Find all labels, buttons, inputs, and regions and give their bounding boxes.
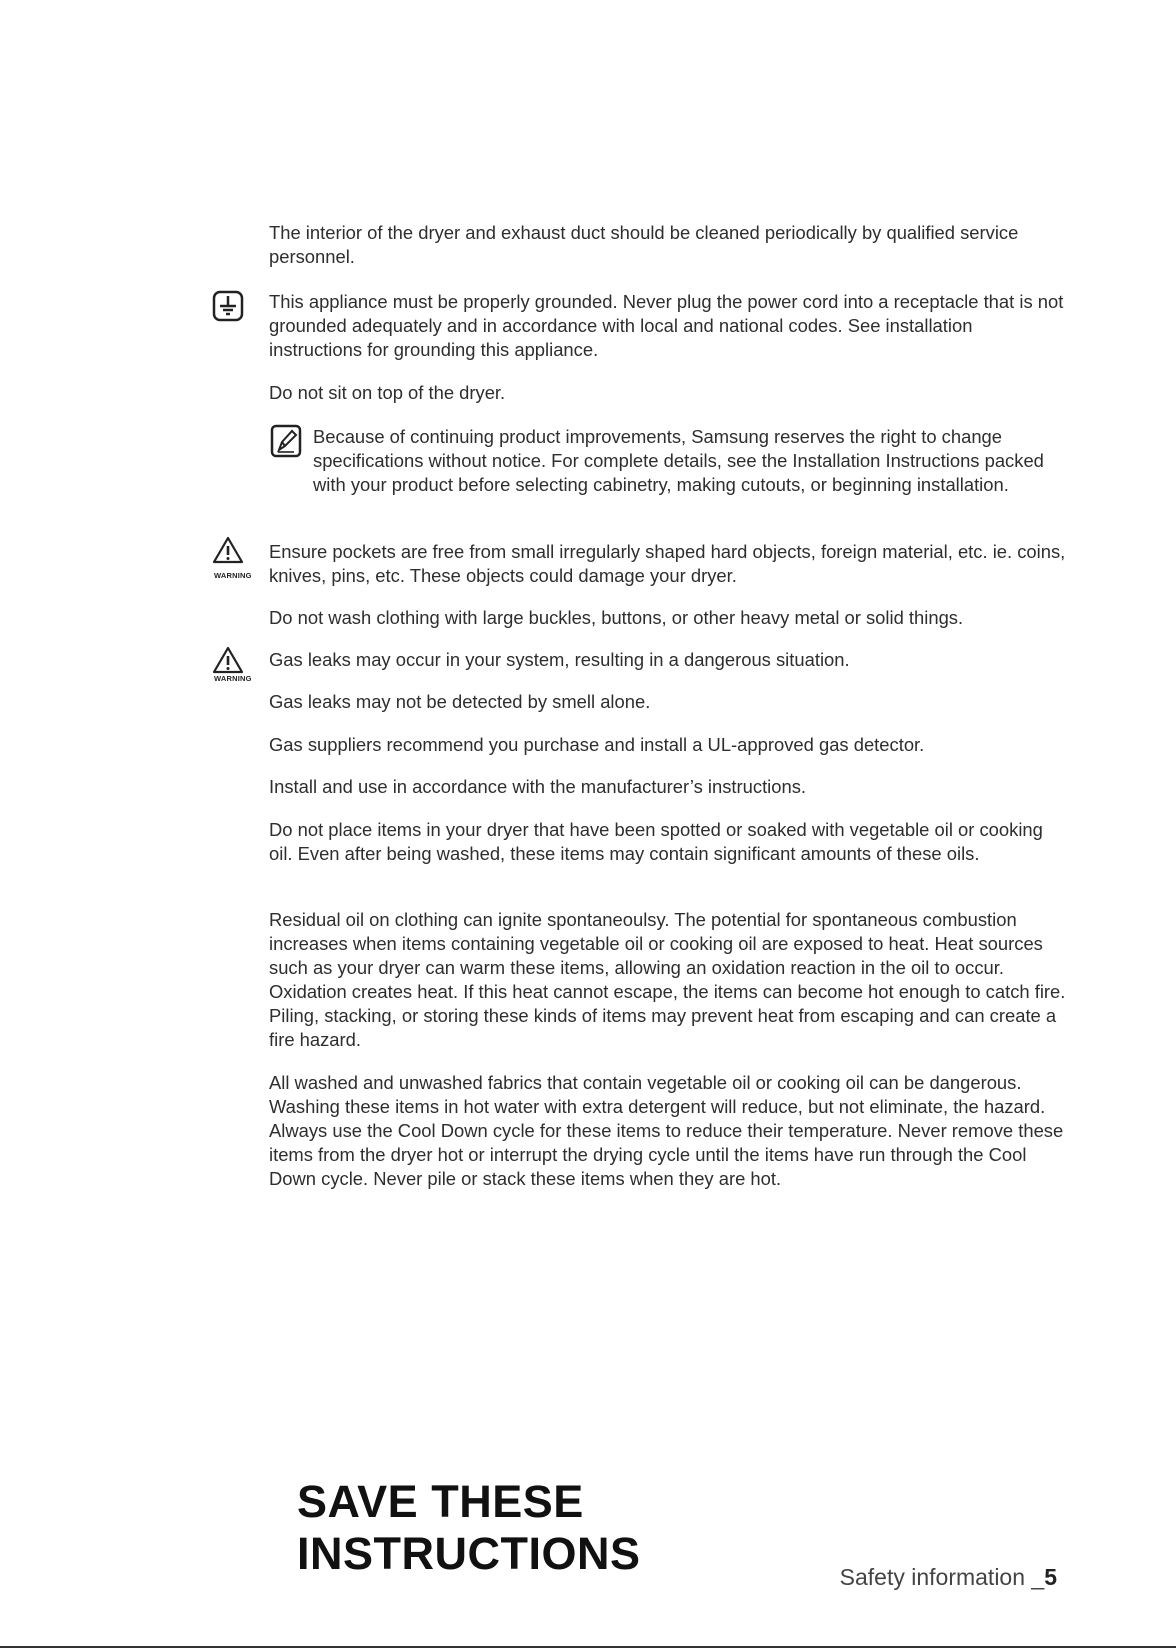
save-instructions-heading: SAVE THESE INSTRUCTIONS [297,1476,641,1579]
paragraph-note-improvements: Because of continuing product improvements, Samsung reserves the right to change specifications without notice. For complete details, see the Installation Instructions packed with your product before selecting cabinetry, making cutouts, or beginning installation. [313,426,1044,495]
ground-icon [212,290,244,324]
paragraph-install-use: Install and use in accordance with the manufacturer’s instructions. [269,776,807,797]
paragraph-gas-leaks: Gas leaks may occur in your system, resulting in a dangerous situation. [269,649,850,670]
paragraph-duct-cleaning: The interior of the dryer and exhaust duct should be cleaned periodically by qualified service personnel. [269,222,1019,267]
warning-icon [212,646,244,674]
page-footer [840,1564,1057,1591]
paragraph-oil-items: Do not place items in your dryer that have been spotted or soaked with vegetable oil or cooking oil. Even after being washed, these items may contain significant amounts of these oils. [269,819,1043,864]
paragraph-washed-fabrics: All washed and unwashed fabrics that contain vegetable oil or cooking oil can be dangerous. Washing these items in hot water with extra detergent will reduce, but not eliminate, the hazard. Always use the Cool Down cycle for these items to reduce their temperature. Never remove these items from the dryer hot or interrupt the drying cycle until the items have run through the Cool Down cycle. Never pile or stack these items when they are hot. [269,1072,1064,1189]
paragraph-do-not-sit: Do not sit on top of the dryer. [269,382,506,403]
paragraph-grounding: This appliance must be properly grounded. Never plug the power cord into a receptacle that is not grounded adequately and in accordance with local and national codes. See installation instructions for grounding this appliance. [269,291,1064,360]
paragraph-pockets-warning: Ensure pockets are free from small irregularly shaped hard objects, foreign material, etc. ie. coins, knives, pins, etc. These objects could damage your dryer. [269,541,1066,586]
warning-icon [212,536,244,564]
paragraph-residual-oil: Residual oil on clothing can ignite spontaneoulsy. The potential for spontaneous combustion increases when items containing vegetable oil or cooking oil are exposed to heat. Heat sources such as your dryer can warm these items, allowing an oxidation reaction in the oil to occur. Oxidation creates heat. If this heat cannot escape, the items can become hot enough to catch fire. Piling, stacking, or storing these kinds of items may prevent heat from escaping and can create a fire hazard. [269,909,1066,1050]
paragraph-gas-smell: Gas leaks may not be detected by smell alone. [269,691,651,712]
footer-section-label: Safety information _ [839,1564,1045,1590]
warning-label: WARNING [214,674,252,683]
note-icon [270,424,302,458]
page-number: 5 [1044,1564,1057,1590]
paragraph-gas-detector: Gas suppliers recommend you purchase and install a UL-approved gas detector. [269,734,925,755]
warning-label: WARNING [214,571,252,580]
bottom-rule [0,1646,1176,1648]
paragraph-no-heavy-metal: Do not wash clothing with large buckles, buttons, or other heavy metal or solid things. [269,607,964,628]
